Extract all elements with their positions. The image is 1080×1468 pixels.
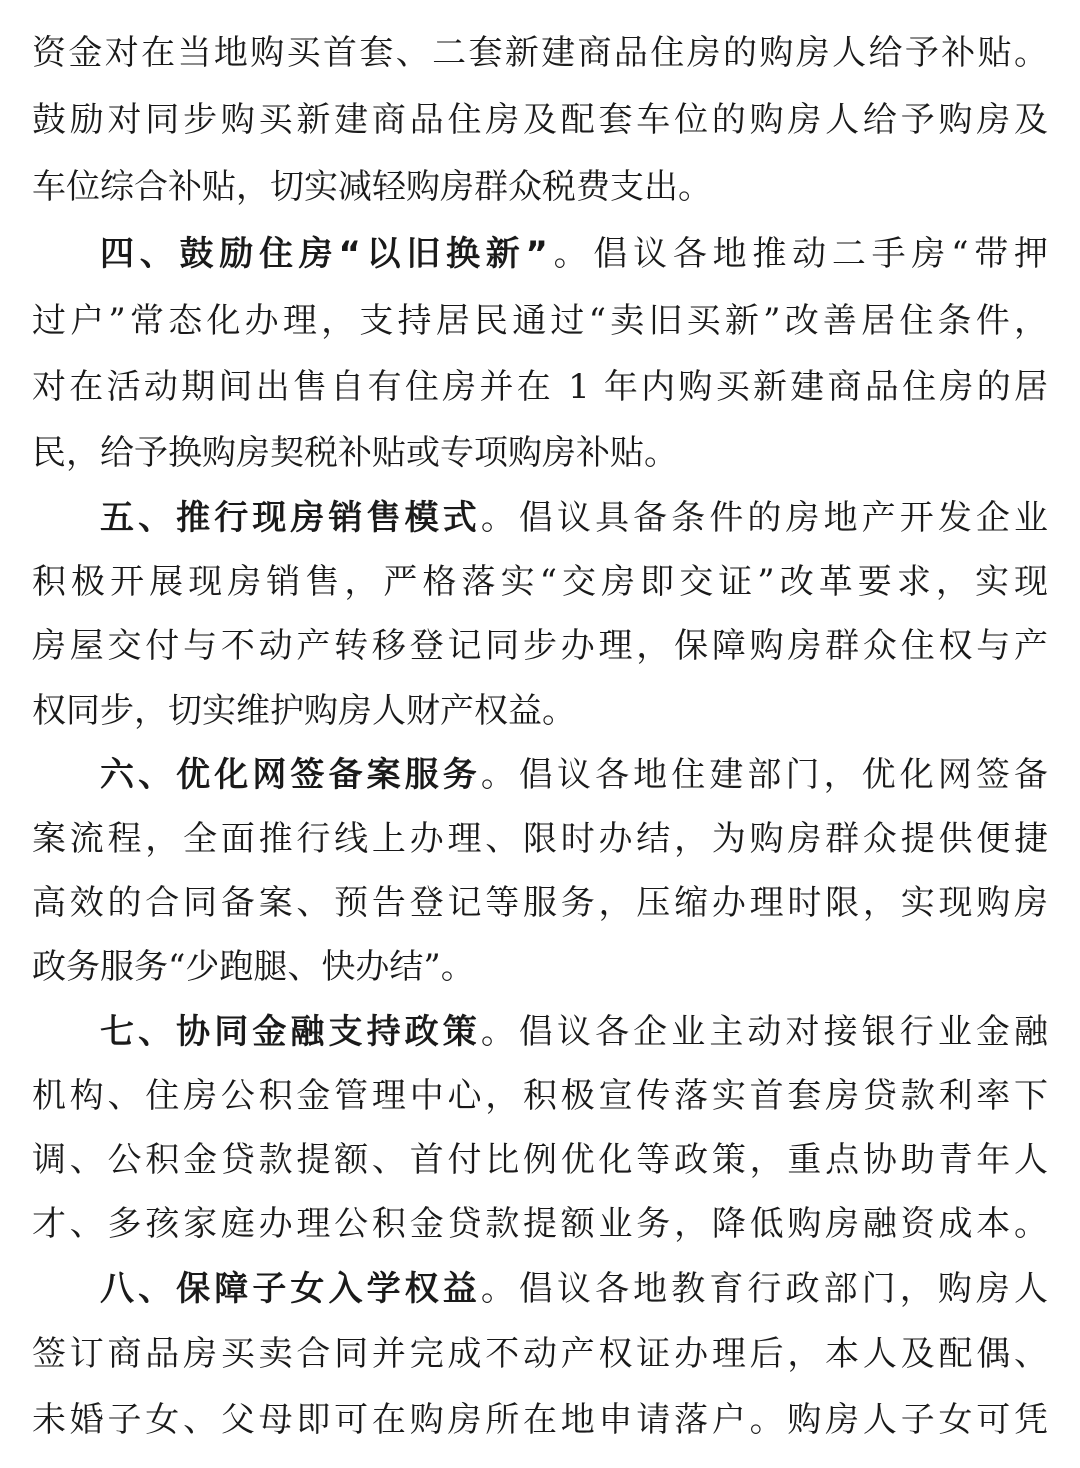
section-8-line: 八、保障子女入学权益。倡议各地教育行政部门，购房人 bbox=[100, 1269, 1048, 1309]
section-heading: 四、鼓励住房“以旧换新” bbox=[100, 234, 548, 274]
text-line: 鼓励对同步购买新建商品住房及配套车位的购房人给予购房及 bbox=[32, 100, 1048, 140]
text-line: 调、公积金贷款提额、首付比例优化等政策，重点协助青年人 bbox=[32, 1140, 1048, 1180]
text-line: 车位综合补贴，切实减轻购房群众税费支出。 bbox=[32, 167, 712, 207]
text-line: 未婚子女、父母即可在购房所在地申请落户。购房人子女可凭 bbox=[32, 1400, 1048, 1440]
text-line: 签订商品房买卖合同并完成不动产权证办理后，本人及配偶、 bbox=[32, 1334, 1048, 1374]
text-line: 机构、住房公积金管理中心，积极宣传落实首套房贷款利率下 bbox=[32, 1076, 1048, 1116]
text-line: 房屋交付与不动产转移登记同步办理，保障购房群众住权与产 bbox=[32, 626, 1048, 666]
text-line: 民，给予换购房契税补贴或专项购房补贴。 bbox=[32, 433, 678, 473]
section-4-line: 四、鼓励住房“以旧换新”。倡议各地推动二手房“带押 bbox=[100, 234, 1048, 274]
text-line: 权同步，切实维护购房人财产权益。 bbox=[32, 691, 576, 731]
section-heading: 六、优化网签备案服务 bbox=[100, 755, 481, 795]
section-7-line: 七、协同金融支持政策。倡议各企业主动对接银行业金融 bbox=[100, 1012, 1048, 1052]
text-line: 才、多孩家庭办理公积金贷款提额业务，降低购房融资成本。 bbox=[32, 1204, 1048, 1244]
text-line: 资金对在当地购买首套、二套新建商品住房的购房人给予补贴。 bbox=[32, 33, 1048, 73]
text-line: 高效的合同备案、预告登记等服务，压缩办理时限，实现购房 bbox=[32, 883, 1048, 923]
text-line: 政务服务“少跑腿、快办结”。 bbox=[32, 947, 475, 987]
section-heading: 八、保障子女入学权益 bbox=[100, 1269, 481, 1309]
section-heading: 七、协同金融支持政策 bbox=[100, 1012, 481, 1052]
text-line: 过户”常态化办理，支持居民通过“卖旧买新”改善居住条件， bbox=[32, 301, 1048, 341]
section-5-line: 五、推行现房销售模式。倡议具备条件的房地产开发企业 bbox=[100, 498, 1048, 538]
section-6-line: 六、优化网签备案服务。倡议各地住建部门，优化网签备 bbox=[100, 755, 1048, 795]
text-line: 案流程，全面推行线上办理、限时办结，为购房群众提供便捷 bbox=[32, 819, 1048, 859]
section-heading: 五、推行现房销售模式 bbox=[100, 498, 481, 538]
text-line: 积极开展现房销售，严格落实“交房即交证”改革要求，实现 bbox=[32, 562, 1048, 602]
text-line: 对在活动期间出售自有住房并在 1 年内购买新建商品住房的居 bbox=[32, 367, 1048, 407]
